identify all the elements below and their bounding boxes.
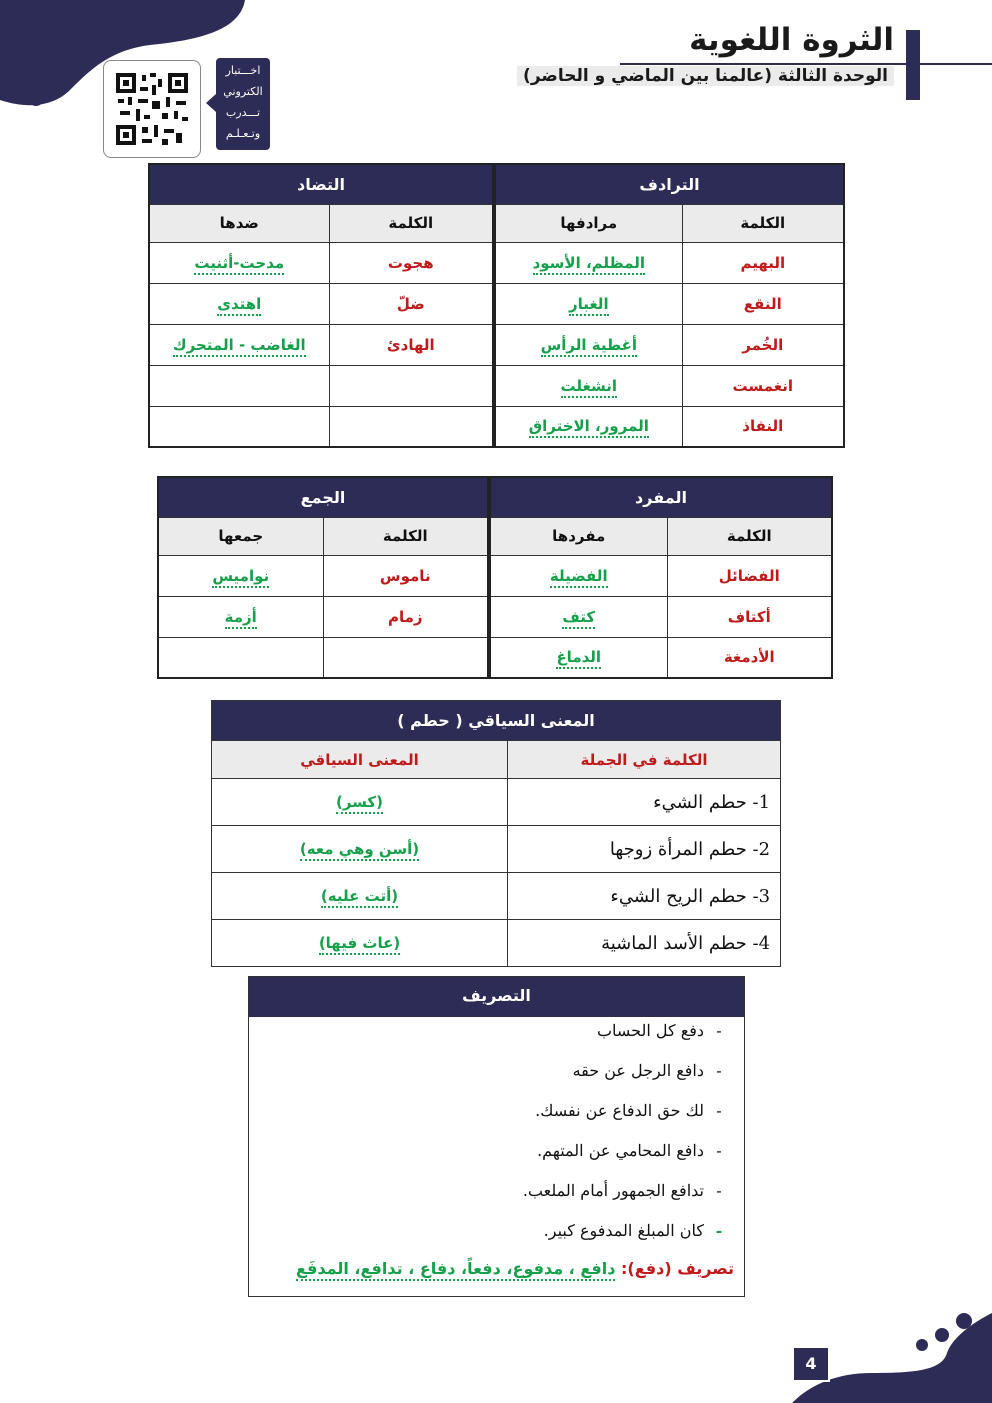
singular-value: الفضيلة: [550, 567, 608, 588]
synonyms-antonyms-table: [148, 163, 845, 448]
table-row: [149, 324, 844, 365]
context-title: المعنى السياقي ( حطم ): [212, 701, 781, 741]
synonym-word: الخُمر: [742, 335, 784, 354]
antonyms-col-word: الكلمة: [329, 204, 494, 242]
table-row: [158, 637, 832, 678]
conjugation-sentence: كان المبلغ المدفوع كبير.: [543, 1221, 704, 1240]
context-sentence: 1- حطم الشيء: [508, 779, 781, 826]
antonyms-title: التضاد: [149, 164, 494, 204]
conjugation-sentence: دفع كل الحساب: [596, 1021, 704, 1040]
list-item: -تدافع الجمهور أمام الملعب.: [522, 1181, 722, 1200]
derivation-value: دافع ، مدفوع، دفعاً، دفاع ، تدافع، المدفَع: [296, 1259, 615, 1281]
synonym-value: المرور، الاختراق: [529, 417, 649, 438]
list-item: -دافع الرجل عن حقه: [572, 1061, 722, 1080]
table-row: [212, 779, 781, 826]
conjugation-sentence: تدافع الجمهور أمام الملعب.: [522, 1181, 704, 1200]
contextual-meaning-table: [211, 700, 781, 967]
antonyms-col-value: ضدها: [149, 204, 329, 242]
antonym-value: اهتدى: [217, 295, 261, 316]
plural-title: الجمع: [158, 477, 489, 517]
plural-word: زمام: [387, 607, 423, 626]
context-sentence: 4- حطم الأسد الماشية: [508, 920, 781, 967]
table-row: [149, 283, 844, 324]
antonym-word: هجوت: [387, 253, 434, 272]
context-meaning: (أتت عليه): [321, 887, 398, 908]
synonym-value: المظلم، الأسود: [533, 254, 645, 275]
table-row: [158, 596, 832, 637]
unit-subtitle: الوحدة الثالثة (عالمنا بين الماضي و الحاضر): [517, 66, 894, 86]
title-accent-bar: [906, 30, 920, 100]
singular-word: الأدمغة: [723, 648, 775, 667]
table-row: [149, 242, 844, 283]
plural-word: ناموس: [379, 566, 431, 585]
badge-line: اخـــتبار: [225, 64, 261, 77]
plural-col-word: الكلمة: [323, 517, 489, 555]
page-number: 4: [792, 1346, 830, 1382]
list-item: -دفع كل الحساب: [596, 1021, 722, 1040]
qr-code[interactable]: [103, 60, 201, 158]
singular-word: الفضائل: [718, 566, 780, 585]
singular-value: الدماغ: [556, 648, 601, 669]
conjugation-list: [249, 1017, 744, 1259]
synonyms-title: الترادف: [494, 164, 844, 204]
singular-plural-table: [157, 476, 833, 679]
antonym-value: الغاضب - المتحرك: [173, 336, 306, 357]
context-col-sentence: الكلمة في الجملة: [580, 750, 708, 769]
context-sentence: 3- حطم الريح الشيء: [508, 873, 781, 920]
page-title: الثروة اللغوية: [689, 22, 894, 58]
context-col-meaning: المعنى السياقي: [300, 750, 419, 769]
table-row: [158, 555, 832, 596]
qr-code-icon: [116, 73, 188, 145]
title-divider-line: [620, 63, 992, 65]
list-item: -دافع المحامي عن المتهم.: [537, 1141, 722, 1160]
table-row: [149, 365, 844, 406]
antonym-word: ضلّ: [396, 294, 425, 313]
plural-col-value: جمعها: [158, 517, 323, 555]
synonym-word: النقع: [743, 294, 782, 313]
singular-value: كتف: [562, 608, 595, 629]
plural-value: أزمة: [225, 608, 257, 629]
antonym-value: مدحت-أثنيت: [194, 254, 284, 275]
context-meaning: (أسن وهي معه): [300, 840, 419, 861]
derivation-line: [249, 1259, 744, 1278]
plural-value: نواميس: [212, 567, 269, 588]
synonyms-col-word: الكلمة: [682, 204, 844, 242]
conjugation-sentence: دافع الرجل عن حقه: [572, 1061, 704, 1080]
singular-title: المفرد: [489, 477, 832, 517]
antonym-word: الهادئ: [386, 335, 435, 354]
online-exam-badge[interactable]: [216, 58, 270, 150]
table-row: [212, 826, 781, 873]
table-row: [149, 406, 844, 447]
singular-col-value: مفردها: [489, 517, 667, 555]
list-item: -لك حق الدفاع عن نفسك.: [535, 1101, 722, 1120]
context-meaning: (كسر): [336, 793, 383, 814]
synonym-value: انشغلت: [561, 377, 618, 398]
table-row: [212, 873, 781, 920]
badge-line: الكتروني: [223, 85, 263, 98]
context-meaning: (عاث فيها): [319, 934, 400, 955]
context-sentence: 2- حطم المرأة زوجها: [508, 826, 781, 873]
synonym-word: البهيم: [740, 253, 786, 272]
synonym-value: أغطية الرأس: [541, 336, 637, 357]
conjugation-sentence: دافع المحامي عن المتهم.: [537, 1141, 704, 1160]
derivation-label: تصريف (دفع):: [621, 1259, 734, 1278]
conjugation-title: التصريف: [249, 977, 744, 1017]
decorative-blob-bottom: [752, 1293, 992, 1403]
synonym-value: الغبار: [569, 295, 609, 316]
singular-col-word: الكلمة: [667, 517, 832, 555]
badge-line: وتـعـلـم: [225, 127, 261, 140]
synonym-word: انغمست: [732, 376, 793, 395]
singular-word: أكتاف: [727, 607, 771, 626]
synonyms-col-value: مرادفها: [494, 204, 682, 242]
conjugation-sentence: لك حق الدفاع عن نفسك.: [535, 1101, 704, 1120]
conjugation-box: [248, 976, 745, 1297]
badge-line: تـــدرب: [225, 106, 261, 119]
list-item: -كان المبلغ المدفوع كبير.: [543, 1221, 723, 1240]
table-row: [212, 920, 781, 967]
synonym-word: النفاذ: [742, 417, 784, 436]
